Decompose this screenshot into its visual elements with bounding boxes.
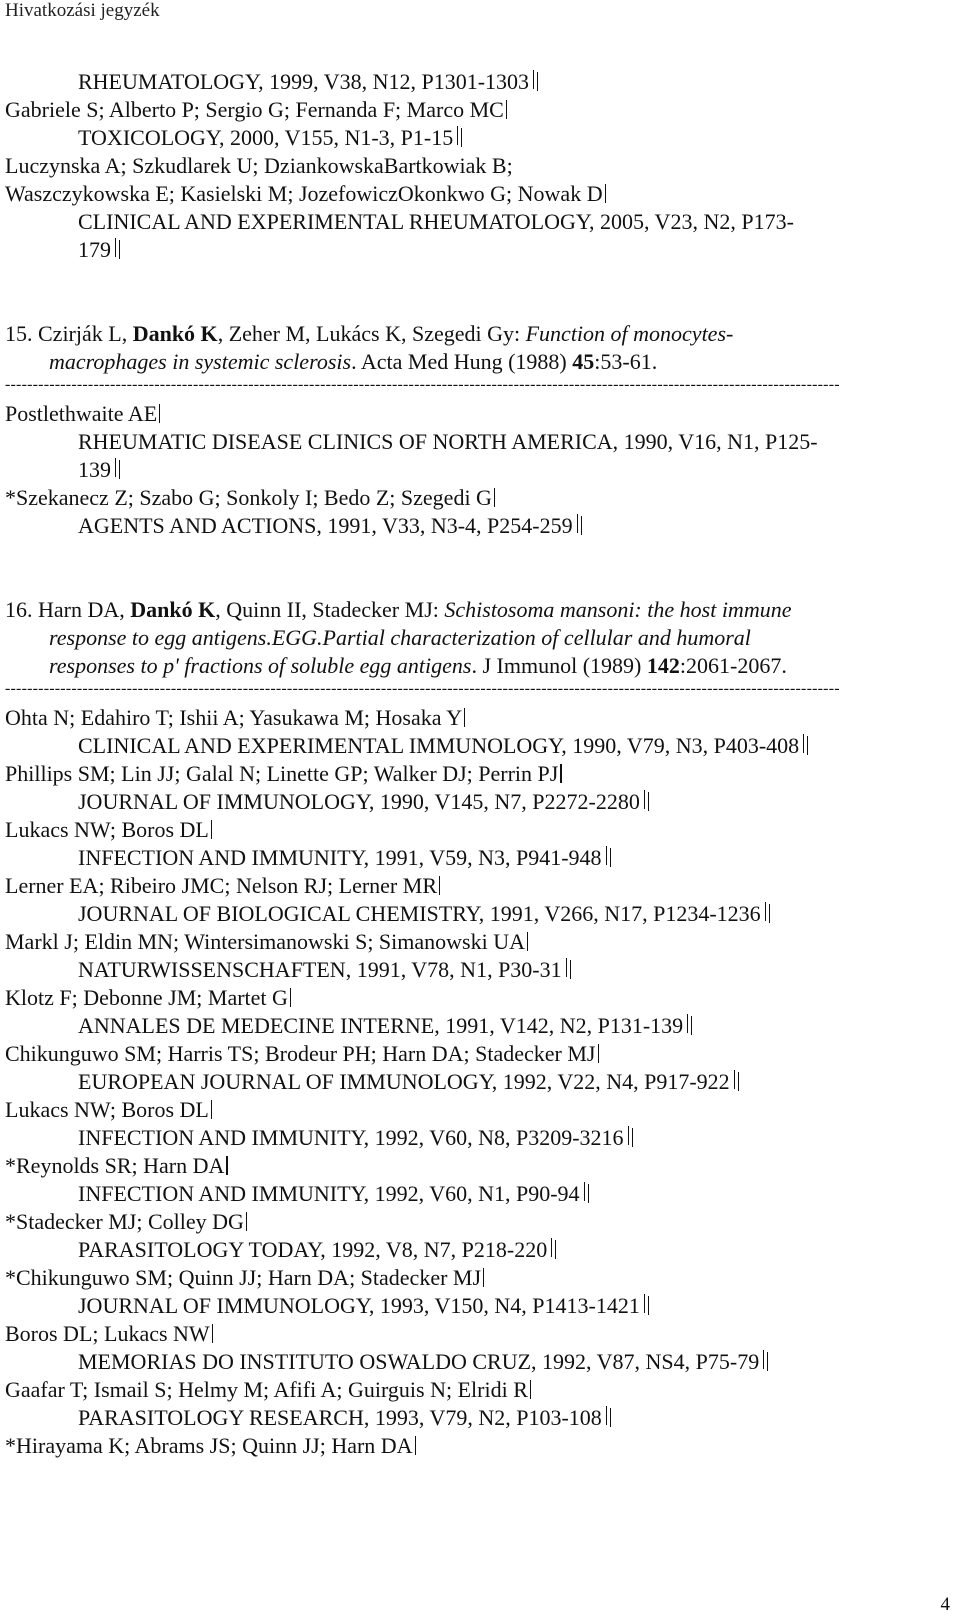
citation-journal: JOURNAL OF IMMUNOLOGY, 1993, V150, N4, P1413-1421 — [78, 1292, 645, 1320]
citation-journal: PARASITOLOGY TODAY, 1992, V8, N7, P218-220 — [78, 1236, 552, 1264]
entry-16-line1: 16. Harn DA, Dankó K, Quinn II, Stadecker MJ: Schistosoma mansoni: the host immune — [5, 597, 792, 622]
citation-journal: AGENTS AND ACTIONS, 1991, V33, N3-4, P254-259 — [78, 512, 578, 540]
citation-journal: CLINICAL AND EXPERIMENTAL RHEUMATOLOGY, 2005, V23, N2, P173- — [78, 209, 794, 234]
citation-journal: CLINICAL AND EXPERIMENTAL IMMUNOLOGY, 1990, V79, N3, P403-408 — [78, 732, 804, 760]
entry-16-line3: responses to p' fractions of soluble egg antigens. J Immunol (1989) 142:2061-2067. — [49, 653, 787, 678]
entry-16-line2: response to egg antigens.EGG.Partial characterization of cellular and humoral — [49, 625, 751, 650]
citation-journal: EUROPEAN JOURNAL OF IMMUNOLOGY, 1992, V22, N4, P917-922 — [78, 1068, 735, 1096]
page-header: Hivatkozási jegyzék — [5, 0, 160, 21]
citation-journal: 179 — [78, 236, 116, 264]
citation-authors: Waszczykowska E; Kasielski M; JozefowiczOkonkwo G; Nowak D — [5, 180, 606, 208]
citation-authors: *Hirayama K; Abrams JS; Quinn JJ; Harn DA — [5, 1432, 416, 1460]
citation-authors: *Stadecker MJ; Colley DG — [5, 1208, 247, 1236]
citation-authors: *Reynolds SR; Harn DA — [5, 1152, 228, 1180]
citation-authors: Postlethwaite AE — [5, 400, 160, 428]
citation-journal: INFECTION AND IMMUNITY, 1992, V60, N1, P90-94 — [78, 1180, 585, 1208]
citation-journal: JOURNAL OF IMMUNOLOGY, 1990, V145, N7, P2272-2280 — [78, 788, 645, 816]
citation-journal: JOURNAL OF BIOLOGICAL CHEMISTRY, 1991, V266, N17, P1234-1236 — [78, 900, 766, 928]
citation-journal: RHEUMATOLOGY, 1999, V38, N12, P1301-1303 — [78, 68, 534, 96]
citation-authors: *Szekanecz Z; Szabo G; Sonkoly I; Bedo Z; Szegedi G — [5, 484, 495, 512]
citation-journal: TOXICOLOGY, 2000, V155, N1-3, P1-15 — [78, 124, 458, 152]
entry-15-line2: macrophages in systemic sclerosis. Acta Med Hung (1988) 45:53-61. — [49, 349, 658, 374]
citation-journal: PARASITOLOGY RESEARCH, 1993, V79, N2, P103-108 — [78, 1404, 607, 1432]
citation-authors: Lukacs NW; Boros DL — [5, 816, 212, 844]
citation-journal: MEMORIAS DO INSTITUTO OSWALDO CRUZ, 1992, V87, NS4, P75-79 — [78, 1348, 764, 1376]
citation-journal: ANNALES DE MEDECINE INTERNE, 1991, V142, N2, P131-139 — [78, 1012, 688, 1040]
citation-authors: Chikunguwo SM; Harris TS; Brodeur PH; Harn DA; Stadecker MJ — [5, 1040, 599, 1068]
citation-authors: Phillips SM; Lin JJ; Galal N; Linette GP; Walker DJ; Perrin PJ — [5, 760, 562, 788]
citation-journal: INFECTION AND IMMUNITY, 1992, V60, N8, P3209-3216 — [78, 1124, 629, 1152]
page-number: 4 — [940, 1594, 950, 1615]
citation-authors: *Chikunguwo SM; Quinn JJ; Harn DA; Stadecker MJ — [5, 1264, 484, 1292]
citation-authors: Ohta N; Edahiro T; Ishii A; Yasukawa M; Hosaka Y — [5, 704, 465, 732]
citation-journal: INFECTION AND IMMUNITY, 1991, V59, N3, P941-948 — [78, 844, 607, 872]
citation-authors: Lerner EA; Ribeiro JMC; Nelson RJ; Lerner MR — [5, 872, 440, 900]
citation-journal: RHEUMATIC DISEASE CLINICS OF NORTH AMERICA, 1990, V16, N1, P125- — [78, 429, 818, 454]
citation-journal: NATURWISSENSCHAFTEN, 1991, V78, N1, P30-31 — [78, 956, 567, 984]
citation-authors: Klotz F; Debonne JM; Martet G — [5, 984, 291, 1012]
citation-authors: Luczynska A; Szkudlarek U; DziankowskaBartkowiak B; — [5, 153, 513, 178]
separator: ------------------------------------------------------------------------------------------------------------------------------------------------------- — [5, 682, 840, 696]
separator: ------------------------------------------------------------------------------------------------------------------------------------------------------- — [5, 378, 840, 392]
citation-authors: Markl J; Eldin MN; Wintersimanowski S; Simanowski UA — [5, 928, 528, 956]
citation-authors: Gaafar T; Ismail S; Helmy M; Afifi A; Guirguis N; Elridi R — [5, 1376, 531, 1404]
citation-authors: Boros DL; Lukacs NW — [5, 1320, 213, 1348]
entry-15-line1: 15. Czirják L, Dankó K, Zeher M, Lukács K, Szegedi Gy: Function of monocytes- — [5, 321, 734, 346]
citation-authors: Lukacs NW; Boros DL — [5, 1096, 212, 1124]
citation-authors: Gabriele S; Alberto P; Sergio G; Fernanda F; Marco MC — [5, 96, 507, 124]
citation-journal: 139 — [78, 456, 116, 484]
